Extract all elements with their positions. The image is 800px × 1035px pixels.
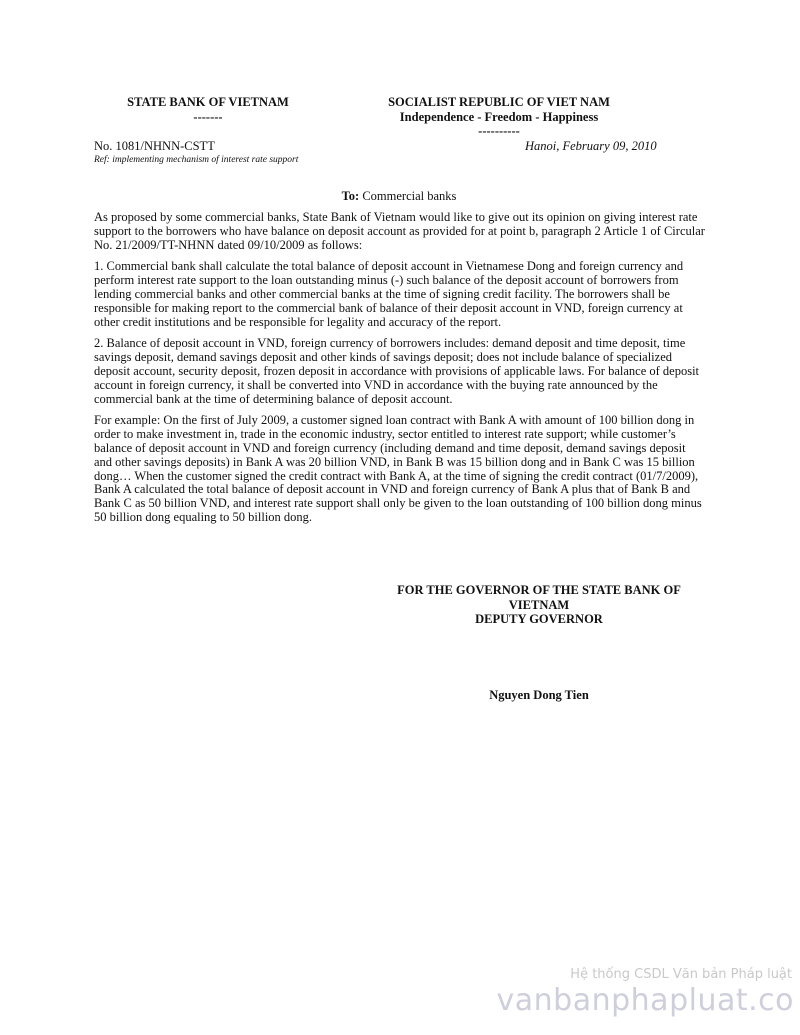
signature-block: [384, 583, 694, 627]
national-title-block: [368, 95, 630, 139]
intro-paragraph: As proposed by some commercial banks, State Bank of Vietnam would like to give out its opinion on giving interest rate support to the borrowers who have balance on deposit account as provided for at point b, paragraph 2 Article 1 of Circular No. 21/2009/TT-NHNN dated 09/10/2009 as follows:: [94, 210, 705, 252]
signer-name: Nguyen Dong Tien: [489, 688, 589, 702]
signature-line-2: VIETNAM: [508, 597, 570, 612]
document-date: Hanoi, February 09, 2010: [525, 139, 657, 153]
signature-line-1: FOR THE GOVERNOR OF THE STATE BANK OF: [397, 583, 681, 597]
watermark-caption: Hệ thống CSDL Văn bản Pháp luật: [570, 967, 792, 982]
paragraph-item-1: 1. Commercial bank shall calculate the total balance of deposit account in Vietnamese Dong and foreign currency and perform interest rate support to the loan outstanding minus (-) such balance of the deposit account of borrowers from lending commercial banks and other commercial banks at the time of signing credit facility. The borrowers shall be responsible for making report to the commercial bank of balance of their deposit account in VND, foreign currency at other credit institutions and be responsible for legality and accuracy of the report.: [94, 259, 684, 329]
paragraph-item-2: 2. Balance of deposit account in VND, foreign currency of borrowers includes: demand deposit and time deposit, time savings deposit, demand savings deposit and other kinds of savings deposit; does not include balance of specialized deposit account, security deposit, frozen deposit in accordance with provisions of applicable laws. For balance of deposit account in foreign currency, it shall be converted into VND in accordance with the buying rate announced by the commercial bank at the time of determining balance of deposit account.: [94, 336, 700, 406]
document-reference: Ref: implementing mechanism of interest rate support: [94, 155, 299, 165]
document-number: No. 1081/NHNN-CSTT: [94, 139, 215, 153]
example-paragraph: For example: On the first of July 2009, a customer signed loan contract with Bank A with amount of 100 billion dong in order to make investment in, trade in the economic industry, sector entitled to interest rate support; while customer’s balance of deposit account in VND and foreign currency (including demand and time deposit, demand savings deposit and other savings deposits) in Bank A was 20 billion VND, in Bank B was 15 billion dong and in Bank C was 15 billion dong… When the customer signed the credit contract with Bank A, at the time of signing the credit contract (01/7/2009), Bank A calculated the total balance of deposit account in VND and foreign currency of Bank A plus that of Bank B and Bank C as 50 billion VND, and interest rate support shall only be given to the loan outstanding of 100 billion dong minus 50 billion dong equaling to 50 billion dong.: [94, 413, 702, 524]
recipient-value: Commercial banks: [359, 189, 457, 203]
national-separator: ----------: [478, 124, 520, 138]
document-body: [94, 211, 706, 533]
recipient-line: [94, 189, 704, 203]
national-motto: Independence - Freedom - Happiness: [399, 109, 599, 124]
national-title: SOCIALIST REPUBLIC OF VIET NAM: [388, 95, 610, 109]
signature-title: DEPUTY GOVERNOR: [475, 612, 603, 626]
issuer-block: [98, 95, 318, 124]
recipient-label: To:: [341, 189, 360, 203]
watermark-site: vanbanphapluat.co: [496, 983, 794, 1018]
issuer-name: STATE BANK OF VIETNAM: [127, 95, 289, 109]
issuer-separator: -------: [193, 109, 223, 124]
